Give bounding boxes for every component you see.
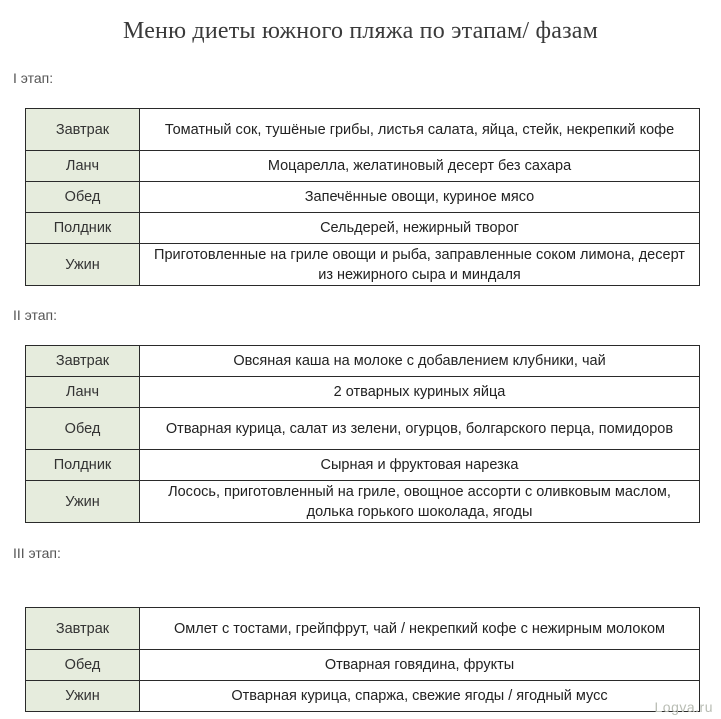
- stage-3-table: [25, 607, 700, 712]
- stage-1-label: I этап:: [13, 70, 54, 86]
- table-row: [26, 244, 700, 286]
- meal-cell: Полдник: [26, 450, 140, 481]
- food-cell: Моцарелла, желатиновый десерт без сахара: [140, 151, 700, 182]
- stage-2-table: [25, 345, 700, 523]
- page-title: Меню диеты южного пляжа по этапам/ фазам: [122, 18, 598, 44]
- meal-cell: Полдник: [26, 213, 140, 244]
- meal-cell: Ланч: [26, 151, 140, 182]
- meal-cell: Ланч: [26, 377, 140, 408]
- meal-cell: Обед: [26, 408, 140, 450]
- table-row: [26, 213, 700, 244]
- food-cell: Запечённые овощи, куриное мясо: [140, 182, 700, 213]
- table-row: [26, 109, 700, 151]
- meal-cell: Завтрак: [26, 346, 140, 377]
- table-row: [26, 377, 700, 408]
- food-cell: Отварная курица, салат из зелени, огурцов, болгарского перца, помидоров: [140, 408, 700, 450]
- meal-cell: Обед: [26, 182, 140, 213]
- meal-cell: Завтрак: [26, 109, 140, 151]
- food-cell: Омлет с тостами, грейпфрут, чай / некрепкий кофе с нежирным молоком: [140, 608, 700, 650]
- stage-3-label: III этап:: [13, 545, 61, 561]
- stage-2-label: II этап:: [13, 307, 58, 323]
- meal-cell: Обед: [26, 650, 140, 681]
- meal-cell: Ужин: [26, 244, 140, 286]
- food-cell: 2 отварных куриных яйца: [140, 377, 700, 408]
- meal-cell: Завтрак: [26, 608, 140, 650]
- food-cell: Лосось, приготовленный на гриле, овощное ассорти с оливковым маслом, долька горького шоколада, ягоды: [140, 481, 700, 523]
- food-cell: Отварная курица, спаржа, свежие ягоды / ягодный мусс: [140, 681, 700, 712]
- table-row: [26, 346, 700, 377]
- food-cell: Овсяная каша на молоке с добавлением клубники, чай: [140, 346, 700, 377]
- food-cell: Приготовленные на гриле овощи и рыба, заправленные соком лимона, десерт из нежирного сыра и миндаля: [140, 244, 700, 286]
- table-row: [26, 450, 700, 481]
- table-row: [26, 481, 700, 523]
- food-cell: Томатный сок, тушёные грибы, листья салата, яйца, стейк, некрепкий кофе: [140, 109, 700, 151]
- table-row: [26, 151, 700, 182]
- meal-cell: Ужин: [26, 681, 140, 712]
- table-row: [26, 681, 700, 712]
- table-row: [26, 182, 700, 213]
- table-row: [26, 608, 700, 650]
- watermark: Logva.ru: [654, 699, 713, 715]
- table-row: [26, 650, 700, 681]
- food-cell: Сырная и фруктовая нарезка: [140, 450, 700, 481]
- meal-cell: Ужин: [26, 481, 140, 523]
- food-cell: Сельдерей, нежирный творог: [140, 213, 700, 244]
- food-cell: Отварная говядина, фрукты: [140, 650, 700, 681]
- stage-1-table: [25, 108, 700, 286]
- table-row: [26, 408, 700, 450]
